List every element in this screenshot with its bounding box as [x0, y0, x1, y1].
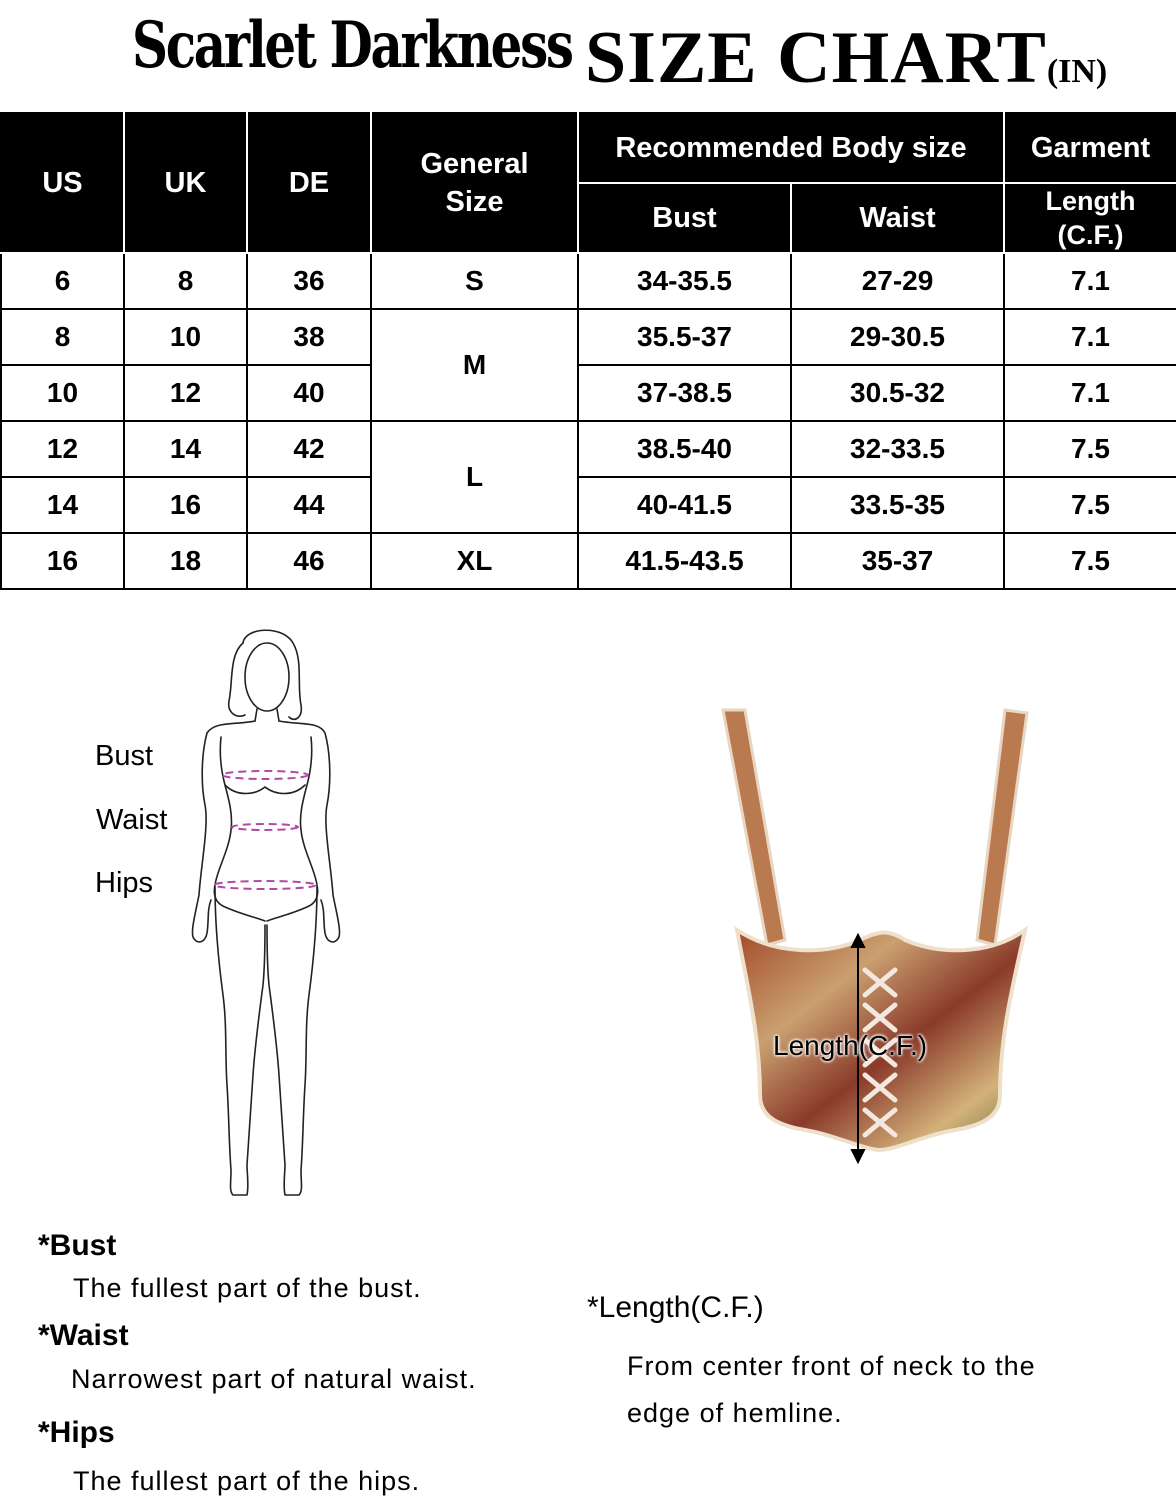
definition-length-text-1: From center front of neck to the [627, 1351, 1036, 1381]
cell-waist: 33.5-35 [791, 477, 1004, 533]
cell-us: 6 [1, 253, 124, 309]
header-general-size [371, 113, 578, 253]
cell-length: 7.5 [1004, 533, 1176, 589]
cell-waist: 35-37 [791, 533, 1004, 589]
definition-hips-text: The fullest part of the hips. [73, 1466, 421, 1496]
corset-length-label: Length(C.F.) [773, 1030, 928, 1061]
table-row [1, 421, 1176, 477]
header-general-size-text: General Size [420, 148, 529, 218]
table-row [1, 253, 1176, 309]
cell-uk: 14 [124, 421, 247, 477]
cell-bust: 34-35.5 [578, 253, 791, 309]
table-row [1, 309, 1176, 365]
cell-bust: 40-41.5 [578, 477, 791, 533]
cell-length: 7.5 [1004, 421, 1176, 477]
cell-de: 40 [247, 365, 371, 421]
cell-general-size: L [371, 421, 578, 533]
table-row [1, 533, 1176, 589]
cell-length: 7.5 [1004, 477, 1176, 533]
cell-de: 36 [247, 253, 371, 309]
definition-length-text-2: edge of hemline. [627, 1398, 843, 1428]
title-text: SIZE CHART [585, 17, 1047, 99]
cell-uk: 18 [124, 533, 247, 589]
header-garment: Garment [1004, 113, 1176, 183]
cell-de: 44 [247, 477, 371, 533]
cell-bust: 35.5-37 [578, 309, 791, 365]
figure-label-bust: Bust [95, 740, 154, 772]
cell-general-size: XL [371, 533, 578, 589]
cell-waist: 32-33.5 [791, 421, 1004, 477]
definition-length-heading: *Length(C.F.) [587, 1291, 764, 1324]
cell-length: 7.1 [1004, 365, 1176, 421]
header-de: DE [247, 113, 371, 253]
brand-logo: Scarlet Darkness [132, 8, 572, 83]
table-row [1, 477, 1176, 533]
cell-general-size: M [371, 309, 578, 421]
definition-bust-heading: *Bust [38, 1229, 117, 1262]
cell-de: 38 [247, 309, 371, 365]
header-length-text: Length (C.F.) [1045, 186, 1136, 250]
cell-us: 8 [1, 309, 124, 365]
cell-us: 10 [1, 365, 124, 421]
cell-length: 7.1 [1004, 253, 1176, 309]
cell-uk: 12 [124, 365, 247, 421]
table-row [1, 365, 1176, 421]
definition-hips-heading: *Hips [38, 1416, 115, 1449]
definition-waist-heading: *Waist [38, 1319, 129, 1352]
cell-waist: 27-29 [791, 253, 1004, 309]
corset-product-image [715, 705, 1045, 1165]
cell-uk: 16 [124, 477, 247, 533]
cell-uk: 8 [124, 253, 247, 309]
header-uk: UK [124, 113, 247, 253]
header [0, 0, 1176, 112]
cell-de: 42 [247, 421, 371, 477]
title-unit: (IN) [1046, 53, 1108, 90]
body-figure-illustration [185, 625, 345, 1200]
size-chart-table [0, 112, 1176, 590]
cell-waist: 29-30.5 [791, 309, 1004, 365]
cell-de: 46 [247, 533, 371, 589]
header-bust: Bust [578, 183, 791, 253]
cell-bust: 37-38.5 [578, 365, 791, 421]
header-length [1004, 183, 1176, 253]
cell-us: 14 [1, 477, 124, 533]
cell-length: 7.1 [1004, 309, 1176, 365]
cell-bust: 38.5-40 [578, 421, 791, 477]
definition-waist-text: Narrowest part of natural waist. [71, 1364, 477, 1394]
page-title [585, 16, 1107, 101]
header-us: US [1, 113, 124, 253]
header-body-size: Recommended Body size [578, 113, 1004, 183]
cell-uk: 10 [124, 309, 247, 365]
figure-label-waist: Waist [96, 804, 168, 836]
cell-waist: 30.5-32 [791, 365, 1004, 421]
definition-bust-text: The fullest part of the bust. [73, 1273, 422, 1303]
cell-general-size: S [371, 253, 578, 309]
figure-label-hips: Hips [95, 867, 154, 899]
cell-us: 16 [1, 533, 124, 589]
cell-bust: 41.5-43.5 [578, 533, 791, 589]
cell-us: 12 [1, 421, 124, 477]
header-waist: Waist [791, 183, 1004, 253]
